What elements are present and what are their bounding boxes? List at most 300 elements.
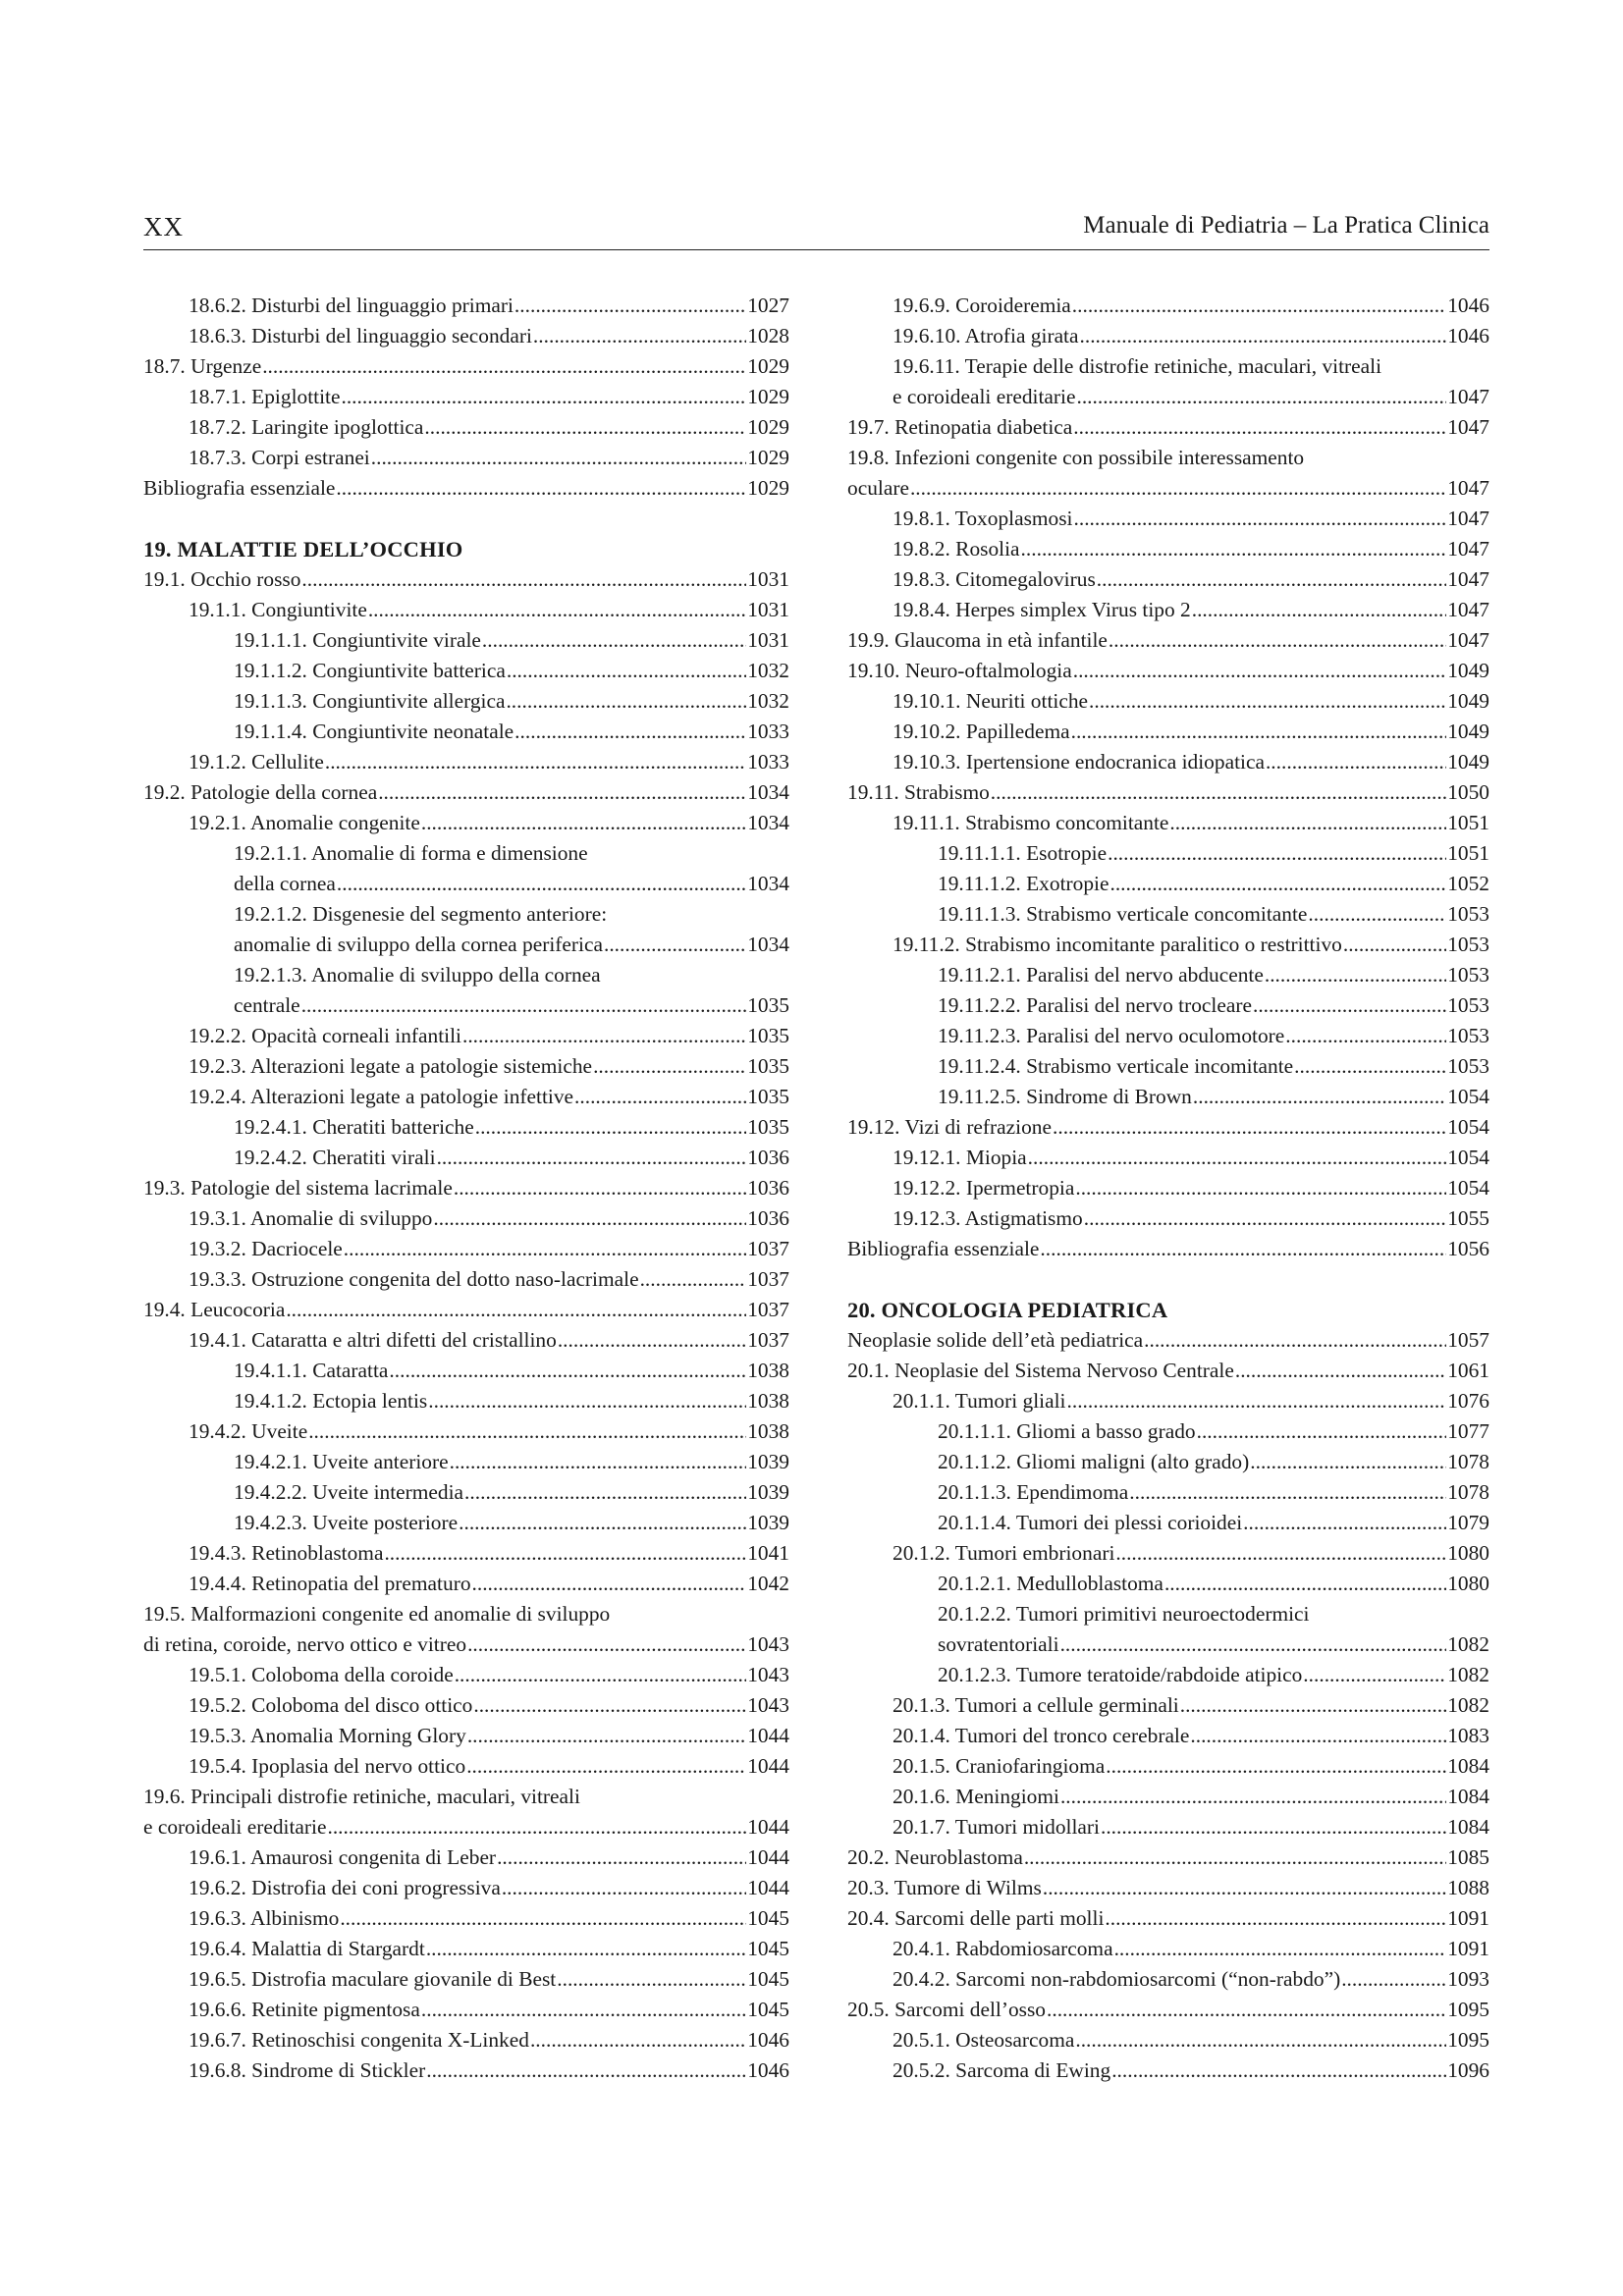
toc-entry — [143, 1386, 789, 1416]
toc-entry-page: 1032 — [747, 689, 789, 713]
dot-leader — [482, 625, 746, 656]
dot-leader — [1164, 1569, 1446, 1599]
toc-entry-page: 1049 — [1447, 720, 1489, 743]
toc-entry-page: 1076 — [1447, 1389, 1489, 1413]
toc-entry-page: 1056 — [1447, 1237, 1489, 1260]
toc-entry — [847, 1203, 1489, 1234]
toc-entry — [143, 291, 789, 321]
toc-entry-page: 1036 — [747, 1176, 789, 1200]
dot-leader — [1144, 1325, 1446, 1356]
toc-entry — [847, 1903, 1489, 1934]
toc-entry-page: 1031 — [747, 628, 789, 652]
toc-entry-title: 19.4.2.2. Uveite intermedia — [234, 1480, 464, 1504]
toc-entry-page: 1029 — [747, 476, 789, 500]
toc-entry-page: 1044 — [747, 1845, 789, 1869]
toc-entry — [847, 1721, 1489, 1751]
dot-leader — [1060, 1629, 1447, 1660]
toc-entry — [143, 1599, 789, 1629]
toc-entry — [847, 1082, 1489, 1112]
toc-entry-title: 19.8.3. Citomegalovirus — [893, 567, 1096, 591]
toc-entry — [143, 1234, 789, 1264]
toc-entry-page: 1057 — [1447, 1328, 1489, 1352]
toc-entry-title: 19.5.3. Anomalia Morning Glory — [189, 1724, 466, 1747]
toc-entry — [847, 1112, 1489, 1143]
toc-entry-title: 20.1.7. Tumori midollari — [893, 1815, 1100, 1839]
toc-entry-page: 1042 — [747, 1572, 789, 1595]
dot-leader — [428, 1386, 746, 1416]
toc-entry-page: 1053 — [1447, 933, 1489, 956]
dot-leader — [1192, 595, 1447, 625]
toc-entry — [143, 1690, 789, 1721]
toc-entry-page: 1037 — [747, 1267, 789, 1291]
toc-entry — [143, 1356, 789, 1386]
dot-leader — [378, 777, 746, 808]
toc-entry-page: 1080 — [1447, 1572, 1489, 1595]
dot-leader — [368, 595, 746, 625]
dot-leader — [1089, 686, 1446, 717]
toc-entry-page: 1045 — [747, 1967, 789, 1991]
toc-entry — [143, 717, 789, 747]
toc-entry-page: 1031 — [747, 598, 789, 621]
toc-entry — [143, 1112, 789, 1143]
dot-leader — [421, 808, 746, 838]
toc-entry-title: 18.7.2. Laringite ipoglottica — [189, 415, 424, 439]
dot-leader — [1180, 1690, 1447, 1721]
dot-leader — [1097, 564, 1446, 595]
toc-entry-title: 19.11.2.5. Sindrome di Brown — [938, 1085, 1192, 1108]
toc-entry — [143, 808, 789, 838]
toc-entry — [847, 1051, 1489, 1082]
toc-entry-title: anomalie di sviluppo della cornea periferica — [234, 933, 603, 956]
toc-entry-page: 1029 — [747, 446, 789, 469]
dot-leader — [1115, 1538, 1446, 1569]
dot-leader — [1108, 838, 1446, 869]
toc-entry — [143, 473, 789, 504]
toc-entry-title: 19.4.1. Cataratta e altri difetti del cristallino — [189, 1328, 557, 1352]
toc-entry-title: 20.1.2. Tumori embrionari — [893, 1541, 1115, 1565]
toc-entry — [143, 1934, 789, 1964]
toc-entry-page: 1050 — [1447, 780, 1489, 804]
dot-leader — [336, 473, 746, 504]
toc-entry-title: 19.6.6. Retinite pigmentosa — [189, 1998, 420, 2021]
toc-entry-title: 20.1.1.2. Gliomi maligni (alto grado) — [938, 1450, 1250, 1473]
dot-leader — [593, 1051, 746, 1082]
toc-entry — [847, 1873, 1489, 1903]
toc-entry-page: 1061 — [1447, 1359, 1489, 1382]
dot-leader — [1169, 808, 1446, 838]
toc-entry-page: 1045 — [747, 1937, 789, 1960]
dot-leader — [1235, 1356, 1446, 1386]
toc-entry — [847, 1599, 1489, 1629]
toc-entry-title: 19.10.3. Ipertensione endocranica idiopatica — [893, 750, 1265, 774]
toc-entry — [143, 443, 789, 473]
toc-entry-title: 19.6. Principali distrofie retiniche, maculari, vitreali — [143, 1785, 580, 1808]
toc-entry-page: 1047 — [1447, 628, 1489, 652]
dot-leader — [421, 1995, 746, 2025]
toc-entry-title: 20.1.1.4. Tumori dei plessi corioidei — [938, 1511, 1243, 1534]
toc-entry-title: 19.6.2. Distrofia dei coni progressiva — [189, 1876, 501, 1899]
dot-leader — [514, 291, 746, 321]
toc-entry-title: 20.1.3. Tumori a cellule germinali — [893, 1693, 1179, 1717]
toc-entry — [143, 1508, 789, 1538]
toc-entry-page: 1051 — [1447, 811, 1489, 834]
dot-leader — [384, 1538, 746, 1569]
toc-entry-title: 20.5.1. Osteosarcoma — [893, 2028, 1075, 2052]
toc-entry — [143, 1873, 789, 1903]
toc-entry-title: 19.11.2.4. Strabismo verticale incomitante — [938, 1054, 1294, 1078]
toc-entry-page: 1053 — [1447, 963, 1489, 987]
toc-entry-page: 1045 — [747, 1998, 789, 2021]
toc-entry — [847, 1842, 1489, 1873]
toc-entry-title: 19.2.1.2. Disgenesie del segmento anteriore: — [234, 902, 608, 926]
toc-entry-page: 1037 — [747, 1237, 789, 1260]
toc-entry — [847, 1995, 1489, 2025]
toc-entry — [143, 1021, 789, 1051]
toc-entry-title: 19.5.4. Ipoplasia del nervo ottico — [189, 1754, 466, 1778]
toc-entry-title: 19.1.1.2. Congiuntivite batterica — [234, 659, 506, 682]
toc-entry-title: 18.7. Urgenze — [143, 354, 262, 378]
toc-entry-title: 19.10. Neuro-oftalmologia — [847, 659, 1072, 682]
toc-entry — [847, 656, 1489, 686]
toc-entry — [143, 351, 789, 382]
toc-entry-title: 19.3.2. Dacriocele — [189, 1237, 343, 1260]
toc-entry-title: 19.9. Glaucoma in età infantile — [847, 628, 1108, 652]
dot-leader — [455, 1660, 747, 1690]
dot-leader — [1080, 321, 1447, 351]
toc-entry — [143, 990, 789, 1021]
toc-entry-title: 19.11. Strabismo — [847, 780, 990, 804]
toc-entry-title: 19.3.3. Ostruzione congenita del dotto naso-lacrimale — [189, 1267, 639, 1291]
dot-leader — [475, 1112, 746, 1143]
toc-entry — [847, 1234, 1489, 1264]
toc-entry-page: 1047 — [1447, 507, 1489, 530]
toc-entry — [143, 1903, 789, 1934]
dot-leader — [437, 1143, 747, 1173]
dot-leader — [1190, 1721, 1446, 1751]
toc-entry-title: 19.6.5. Distrofia maculare giovanile di Best — [189, 1967, 557, 1991]
toc-entry — [847, 1690, 1489, 1721]
toc-entry-page: 1037 — [747, 1328, 789, 1352]
toc-entry — [847, 1356, 1489, 1386]
toc-entry — [143, 382, 789, 412]
toc-entry-page: 1043 — [747, 1632, 789, 1656]
toc-entry-title: 19.2. Patologie della cornea — [143, 780, 378, 804]
toc-entry — [847, 1812, 1489, 1842]
toc-entry — [143, 2056, 789, 2086]
toc-entry-title: 20.5.2. Sarcoma di Ewing — [893, 2058, 1111, 2082]
dot-leader — [1040, 1234, 1446, 1264]
toc-entry — [143, 1203, 789, 1234]
dot-leader — [558, 1325, 746, 1356]
toc-entry-page: 1084 — [1447, 1754, 1489, 1778]
toc-entry-page: 1043 — [747, 1663, 789, 1686]
toc-entry-page: 1031 — [747, 567, 789, 591]
dot-leader — [1129, 1477, 1446, 1508]
dot-leader — [640, 1264, 747, 1295]
toc-entry — [847, 1751, 1489, 1782]
toc-entry-title: oculare — [847, 476, 909, 500]
toc-entry-title: 19.1.2. Cellulite — [189, 750, 324, 774]
toc-entry-page: 1078 — [1447, 1450, 1489, 1473]
dot-leader — [424, 412, 746, 443]
toc-entry-page: 1046 — [747, 2058, 789, 2082]
dot-leader — [530, 2025, 746, 2056]
toc-entry-page: 1035 — [747, 993, 789, 1017]
toc-entry-title: 18.6.3. Disturbi del linguaggio secondari — [189, 324, 532, 347]
toc-entry-page: 1093 — [1447, 1967, 1489, 1991]
toc-entry — [847, 382, 1489, 412]
toc-entry-page: 1082 — [1447, 1693, 1489, 1717]
toc-entry — [143, 1447, 789, 1477]
dot-leader — [301, 564, 746, 595]
toc-entry — [143, 1143, 789, 1173]
dot-leader — [1071, 717, 1447, 747]
toc-entry-page: 1034 — [747, 811, 789, 834]
dot-leader — [1047, 1995, 1446, 2025]
dot-leader — [1250, 1447, 1446, 1477]
toc-entry-page: 1053 — [1447, 1054, 1489, 1078]
dot-leader — [454, 1173, 746, 1203]
toc-entry-title: 19.11.2.1. Paralisi del nervo abducente — [938, 963, 1264, 987]
toc-entry — [847, 747, 1489, 777]
toc-entry-page: 1039 — [747, 1450, 789, 1473]
toc-entry-page: 1038 — [747, 1359, 789, 1382]
toc-entry-page: 1035 — [747, 1115, 789, 1139]
dot-leader — [910, 473, 1446, 504]
dot-leader — [327, 1812, 746, 1842]
toc-entry-page: 1096 — [1447, 2058, 1489, 2082]
toc-entry-page: 1054 — [1447, 1115, 1489, 1139]
toc-entry — [143, 1477, 789, 1508]
toc-entry-title: 19.11.2. Strabismo incomitante paralitico o restrittivo — [893, 933, 1342, 956]
toc-entry-page: 1036 — [747, 1146, 789, 1169]
toc-entry-page: 1045 — [747, 1906, 789, 1930]
toc-entry-title: Bibliografia essenziale — [143, 476, 336, 500]
toc-entry — [847, 1508, 1489, 1538]
toc-entry-page: 1035 — [747, 1054, 789, 1078]
toc-entry — [847, 564, 1489, 595]
toc-entry — [143, 838, 789, 869]
toc-entry-title: 20.1.1.3. Ependimoma — [938, 1480, 1129, 1504]
running-title: Manuale di Pediatria – La Pratica Clinica — [1083, 212, 1489, 239]
toc-entry-title: 19.10.1. Neuriti ottiche — [893, 689, 1089, 713]
dot-leader — [1109, 625, 1446, 656]
dot-leader — [1021, 534, 1447, 564]
toc-entry-page: 1039 — [747, 1480, 789, 1504]
toc-entry — [143, 1051, 789, 1082]
toc-entry-page: 1034 — [747, 780, 789, 804]
toc-entry-title: 19.6.1. Amaurosi congenita di Leber — [189, 1845, 497, 1869]
toc-entry-page: 1041 — [747, 1541, 789, 1565]
toc-entry-title: 19.4. Leucocoria — [143, 1298, 286, 1321]
dot-leader — [1266, 747, 1446, 777]
dot-leader — [1265, 960, 1446, 990]
toc-entry — [143, 1660, 789, 1690]
toc-entry-title: Bibliografia essenziale — [847, 1237, 1040, 1260]
toc-entry-title: 18.6.2. Disturbi del linguaggio primari — [189, 294, 514, 317]
dot-leader — [1285, 1021, 1446, 1051]
toc-entry-page: 1047 — [1447, 537, 1489, 561]
toc-entry-title: 19.1.1.3. Congiuntivite allergica — [234, 689, 506, 713]
dot-leader — [286, 1295, 746, 1325]
toc-entry-title: 19.4.2.3. Uveite posteriore — [234, 1511, 459, 1534]
toc-entry-title: 19.2.4.2. Cheratiti virali — [234, 1146, 436, 1169]
toc-entry-page: 1053 — [1447, 993, 1489, 1017]
toc-entry — [847, 504, 1489, 534]
toc-entry-page: 1038 — [747, 1389, 789, 1413]
toc-entry — [143, 1964, 789, 1995]
toc-entry — [847, 717, 1489, 747]
toc-entry — [847, 990, 1489, 1021]
toc-entry-title: 19.2.1. Anomalie congenite — [189, 811, 420, 834]
dot-leader — [991, 777, 1446, 808]
toc-entry-title: 19.8.1. Toxoplasmosi — [893, 507, 1073, 530]
toc-entry — [847, 473, 1489, 504]
toc-entry — [143, 1173, 789, 1203]
toc-entry-page: 1077 — [1447, 1419, 1489, 1443]
toc-entry-title: 19.3.1. Anomalie di sviluppo — [189, 1206, 433, 1230]
toc-entry-title: 19.12. Vizi di refrazione — [847, 1115, 1052, 1139]
toc-entry-title: 19.2.1.3. Anomalie di sviluppo della cornea — [234, 963, 601, 987]
toc-entry-page: 1053 — [1447, 902, 1489, 926]
toc-entry — [847, 1782, 1489, 1812]
toc-entry-page: 1038 — [747, 1419, 789, 1443]
toc-entry — [847, 443, 1489, 473]
dot-leader — [1028, 1143, 1447, 1173]
toc-entry-title: 20.1.2.2. Tumori primitivi neuroectodermici — [938, 1602, 1310, 1626]
dot-leader — [426, 2056, 746, 2086]
toc-entry-title: 19.7. Retinopatia diabetica — [847, 415, 1073, 439]
toc-entry-title: 20.4. Sarcomi delle parti molli — [847, 1906, 1105, 1930]
toc-entry — [143, 686, 789, 717]
dot-leader — [497, 1842, 746, 1873]
toc-entry-title: e coroideali ereditarie — [143, 1815, 327, 1839]
toc-entry-page: 1047 — [1447, 598, 1489, 621]
toc-entry-title: 19.4.1.1. Cataratta — [234, 1359, 389, 1382]
toc-entry-page: 1055 — [1447, 1206, 1489, 1230]
dot-leader — [533, 321, 746, 351]
dot-leader — [344, 1234, 746, 1264]
toc-entry-title: 18.7.3. Corpi estranei — [189, 446, 370, 469]
dot-leader — [1073, 656, 1447, 686]
dot-leader — [1303, 1660, 1446, 1690]
toc-entry — [143, 625, 789, 656]
toc-entry-page: 1091 — [1447, 1937, 1489, 1960]
dot-leader — [1111, 2056, 1446, 2086]
toc-entry-page: 1028 — [747, 324, 789, 347]
dot-leader — [464, 1477, 746, 1508]
dot-leader — [1076, 382, 1446, 412]
toc-entry-page: 1047 — [1447, 476, 1489, 500]
toc-entry — [847, 1964, 1489, 1995]
toc-entry — [847, 1386, 1489, 1416]
dot-leader — [459, 1508, 746, 1538]
toc-entry — [143, 321, 789, 351]
toc-entry — [143, 1995, 789, 2025]
toc-entry — [143, 412, 789, 443]
toc-entry-title: 19.8.2. Rosolia — [893, 537, 1020, 561]
toc-entry — [143, 1416, 789, 1447]
toc-entry-title: 19.5.2. Coloboma del disco ottico — [189, 1693, 473, 1717]
toc-entry-page: 1034 — [747, 872, 789, 895]
toc-entry — [847, 1143, 1489, 1173]
dot-leader — [473, 1690, 746, 1721]
toc-entry-title: 20.1. Neoplasie del Sistema Nervoso Centrale — [847, 1359, 1234, 1382]
toc-entry-title: 19.1.1.4. Congiuntivite neonatale — [234, 720, 514, 743]
toc-entry-page: 1044 — [747, 1876, 789, 1899]
toc-entry-title: 19.2.4. Alterazioni legate a patologie infettive — [189, 1085, 574, 1108]
toc-entry-title: 19.12.3. Astigmatismo — [893, 1206, 1083, 1230]
chapter-heading: 20. ONCOLOGIA PEDIATRICA — [847, 1298, 1168, 1322]
dot-leader — [1084, 1203, 1447, 1234]
toc-entry-title: 19.2.1.1. Anomalie di forma e dimensione — [234, 841, 588, 865]
toc-entry-title: 19.11.2.2. Paralisi del nervo trocleare — [938, 993, 1252, 1017]
toc-entry-page: 1052 — [1447, 872, 1489, 895]
toc-entry-title: 19.2.2. Opacità corneali infantili — [189, 1024, 461, 1047]
toc-entry — [143, 869, 789, 899]
toc-entry-title: 19.8. Infezioni congenite con possibile interessamento — [847, 446, 1305, 469]
toc-entry — [847, 1173, 1489, 1203]
dot-leader — [433, 1203, 746, 1234]
toc-entry — [847, 869, 1489, 899]
toc-entry-title: 19.4.4. Retinopatia del prematuro — [189, 1572, 471, 1595]
toc-entry-title: 19.6.11. Terapie delle distrofie retiniche, maculari, vitreali — [893, 354, 1382, 378]
dot-leader — [1074, 504, 1447, 534]
toc-entry — [847, 534, 1489, 564]
page-number: XX — [143, 212, 184, 241]
toc-entry — [847, 686, 1489, 717]
dot-leader — [466, 1751, 746, 1782]
toc-entry-title: 19.6.9. Coroideremia — [893, 294, 1071, 317]
toc-entry — [143, 747, 789, 777]
dot-leader — [1343, 930, 1446, 960]
toc-entry — [143, 564, 789, 595]
toc-entry-title: 19.5.1. Coloboma della coroide — [189, 1663, 454, 1686]
toc-entry — [847, 930, 1489, 960]
dot-leader — [604, 930, 746, 960]
toc-entry-title: 19.1. Occhio rosso — [143, 567, 301, 591]
toc-entry-title: 19.11.1.2. Exotropie — [938, 872, 1109, 895]
toc-column-left — [143, 291, 789, 2086]
toc-entry-page: 1047 — [1447, 385, 1489, 408]
toc-entry-page: 1078 — [1447, 1480, 1489, 1504]
toc-entry-title: 20.5. Sarcomi dell’osso — [847, 1998, 1046, 2021]
toc-entry — [143, 1782, 789, 1812]
dot-leader — [1075, 1173, 1446, 1203]
toc-entry — [847, 2056, 1489, 2086]
toc-entry-title: 20.1.2.3. Tumore teratoide/rabdoide atipico — [938, 1663, 1303, 1686]
toc-entry-title: 19.8.4. Herpes simplex Virus tipo 2 — [893, 598, 1191, 621]
toc-entry-title: 19.4.1.2. Ectopia lentis — [234, 1389, 428, 1413]
toc-entry-title: Neoplasie solide dell’età pediatrica — [847, 1328, 1144, 1352]
toc-entry — [847, 1021, 1489, 1051]
dot-leader — [450, 1447, 747, 1477]
toc-entry-page: 1035 — [747, 1085, 789, 1108]
toc-entry — [143, 1295, 789, 1325]
toc-entry — [143, 1082, 789, 1112]
toc-entry-title: 19.5. Malformazioni congenite ed anomalie di sviluppo — [143, 1602, 611, 1626]
toc-entry-page: 1091 — [1447, 1906, 1489, 1930]
toc-entry-title: 20.2. Neuroblastoma — [847, 1845, 1023, 1869]
dot-leader — [337, 869, 746, 899]
dot-leader — [502, 1873, 746, 1903]
toc-entry — [847, 321, 1489, 351]
toc-entry — [143, 1538, 789, 1569]
toc-entry — [143, 1751, 789, 1782]
dot-leader — [1243, 1508, 1446, 1538]
toc-entry-page: 1049 — [1447, 689, 1489, 713]
dot-leader — [1105, 1903, 1446, 1934]
